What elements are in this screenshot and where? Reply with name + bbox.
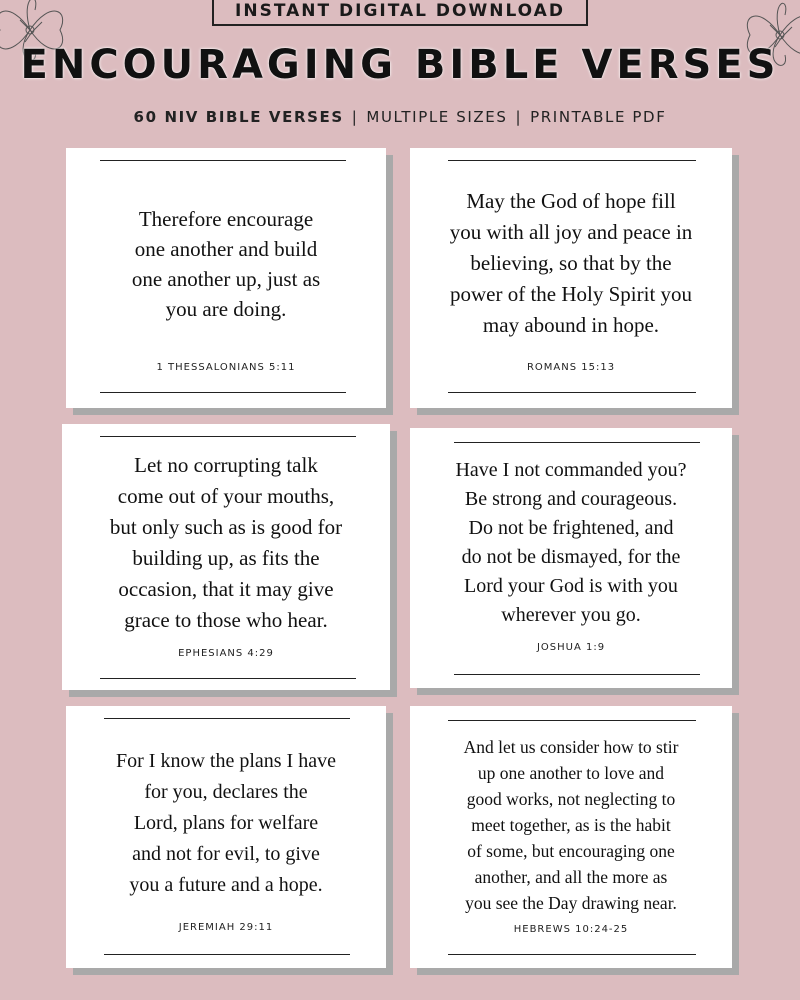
verse-reference: EPHESIANS 4:29: [178, 648, 274, 659]
verse-text: Therefore encourage one another and build one another up, just as you are doing.: [131, 207, 321, 321]
verse-card: [410, 706, 732, 968]
subtitle-verse-count: 60 NIV BIBLE VERSES: [133, 108, 344, 126]
verse-reference: JOSHUA 1:9: [536, 642, 606, 653]
verse-text: For I know the plans I have for you, declares the Lord, plans for welfare and not for evil, to give you a future and a hope.: [116, 750, 336, 896]
bottom-rule: [104, 954, 350, 955]
instant-download-badge: INSTANT DIGITAL DOWNLOAD: [212, 0, 588, 26]
top-rule: [104, 718, 350, 719]
top-rule: [454, 442, 700, 443]
verse-card: [66, 706, 386, 968]
top-rule: [100, 436, 356, 437]
subtitle-separator: |: [351, 108, 359, 126]
verse-text: Have I not commanded you? Be strong and courageous. Do not be frightened, and do not be dismayed, for the Lord your God is with you wherever you go.: [455, 459, 687, 626]
top-rule: [448, 720, 696, 721]
bottom-rule: [100, 392, 346, 393]
verse-reference: 1 THESSALONIANS 5:11: [156, 362, 296, 373]
page-title: ENCOURAGING BIBLE VERSES: [20, 42, 780, 88]
bottom-rule: [454, 674, 700, 675]
bottom-rule: [448, 392, 696, 393]
verse-card: [62, 424, 390, 690]
subtitle-sizes: MULTIPLE SIZES: [366, 108, 508, 126]
subtitle: [0, 108, 800, 126]
bottom-rule: [100, 678, 356, 679]
verse-text: Let no corrupting talk come out of your mouths, but only such as is good for building up, as fits the occasion, that it may give grace to those who hear.: [109, 453, 343, 632]
verse-text: And let us consider how to stir up one another to love and good works, not neglecting to meet together, as is the habit of some, but encouraging one another, and all the more as you see the Day drawing near.: [463, 737, 679, 913]
top-rule: [448, 160, 696, 161]
verse-card: [410, 148, 732, 408]
verse-reference: HEBREWS 10:24-25: [513, 924, 629, 935]
verse-reference: ROMANS 15:13: [526, 362, 616, 373]
verse-card: [410, 428, 732, 688]
verse-reference: JEREMIAH 29:11: [178, 922, 274, 933]
verse-card: [66, 148, 386, 408]
subtitle-separator: |: [515, 108, 523, 126]
subtitle-format: PRINTABLE PDF: [530, 108, 667, 126]
bottom-rule: [448, 954, 696, 955]
top-rule: [100, 160, 346, 161]
verse-text: May the God of hope fill you with all joy and peace in believing, so that by the power of the Holy Spirit you may abound in hope.: [449, 189, 693, 337]
